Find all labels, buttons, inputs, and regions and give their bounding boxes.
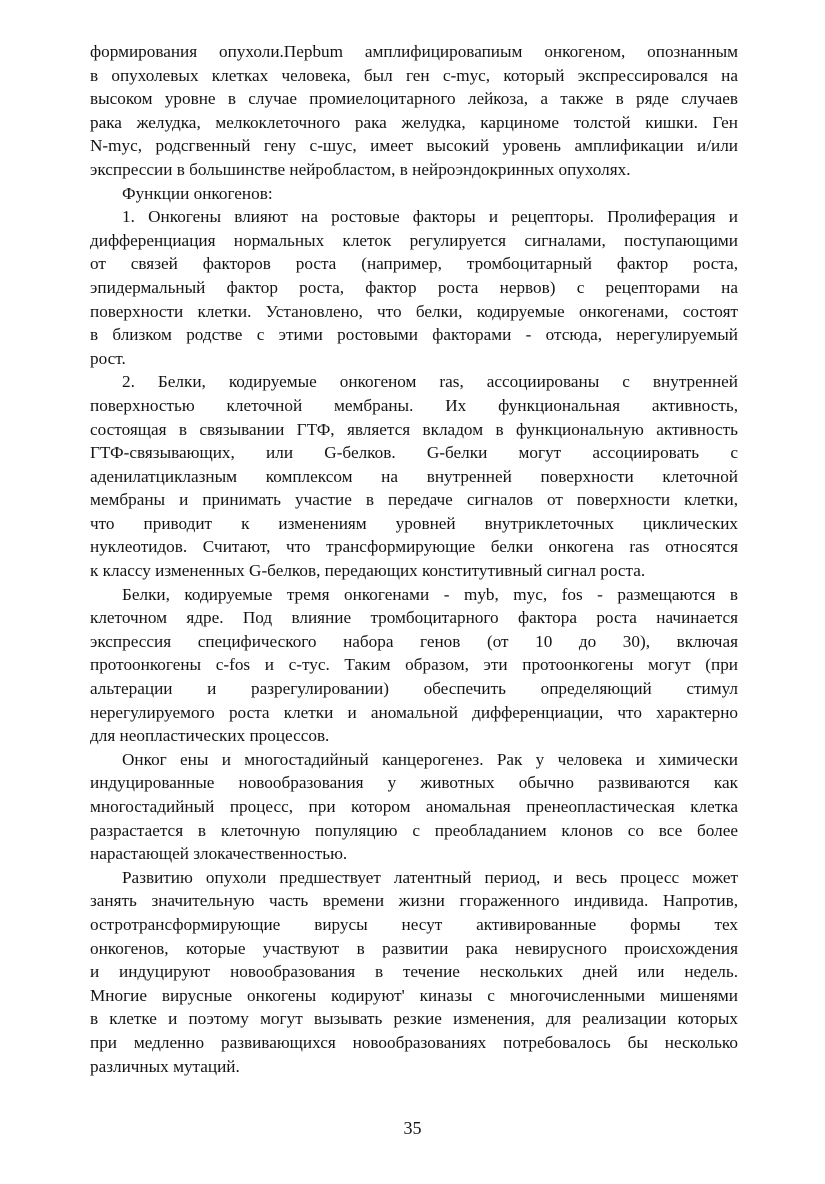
text-line: в близком родстве с этими ростовыми факторами - отсюда, нерегулируемый xyxy=(90,325,738,345)
text-line: онкогенов, которые участвуют в развитии рака невирусного происхождения xyxy=(90,938,738,958)
page-number: 35 xyxy=(403,1118,422,1138)
text-line: N-myc, родсгвенный гену c-шус, имеет высокий уровень амплификации и/или xyxy=(90,136,738,156)
text-line: протоонкогены c-fos и c-тус. Таким образом, эти протоонкогены могут (при xyxy=(90,655,738,675)
text-line: поверхности клетки. Установлено, что белки, кодируемые онкогенами, состоят xyxy=(90,301,738,321)
text-line: эпидермальный фактор роста, фактор роста нервов) с рецепторами на xyxy=(90,277,738,297)
text-line: состоящая в связывании ГТФ, является вкладом в функциональную активность xyxy=(90,419,738,439)
text-line: занять значительную часть времени жизни ггораженного индивида. Напротив, xyxy=(90,891,738,911)
text-line: Белки, кодируемые тремя онкогенами - myb, myc, fos - размещаются в xyxy=(122,584,738,604)
text-line: различных мутаций. xyxy=(90,1056,240,1076)
text-line: мембраны и принимать участие в передаче сигналов от поверхности клетки, xyxy=(90,490,738,510)
text-line: Развитию опухоли предшествует латентный период, и весь процесс может xyxy=(122,867,738,887)
text-line: нерегулируемого роста клетки и аномальной дифференциации, что характерно xyxy=(90,702,738,722)
text-line: 2. Белки, кодируемые онкогеном ras, ассоциированы с внутренней xyxy=(122,372,738,392)
text-line: Многие вирусные онкогены кодируют' киназы с многочисленными мишенями xyxy=(90,985,738,1005)
text-line: в клетке и поэтому могут вызывать резкие изменения, для реализации которых xyxy=(90,1009,738,1029)
text-line: высоком уровне в случае промиелоцитарного лейкоза, а также в ряде случаев xyxy=(90,89,738,109)
text-line: многостадийный процесс, при котором аномальная пренеопластическая клетка xyxy=(90,797,738,816)
text-line: 1. Онкогены влияют на ростовые факторы и рецепторы. Пролиферация и xyxy=(122,207,738,227)
text-line: ГТФ-связывающих, или G-белков. G-белки могут ассоциировать с xyxy=(90,443,738,463)
text-line: Онког ены и многостадийный канцерогенез. Рак у человека и химически xyxy=(122,749,738,769)
text-line: дифференциация нормальных клеток регулируется сигналами, поступающими xyxy=(90,230,738,250)
text-line: рака желудка, мелкоклеточного рака желудка, карциноме толстой кишки. Ген xyxy=(90,112,738,132)
text-line: разрастается в клеточную популяцию с преобладанием клонов со все более xyxy=(90,820,738,840)
text-line: клеточном ядре. Под влияние тромбоцитарного фактора роста начинается xyxy=(90,608,738,628)
text-line: к классу измененных G-белков, передающих конститутивный сигнал роста. xyxy=(90,561,646,581)
text-line: что приводит к изменениям уровней внутриклеточных циклических xyxy=(90,513,738,533)
text-line: нуклеотидов. Считают, что трансформирующие белки онкогена ras относятся xyxy=(90,537,738,557)
text-line: для неопластических процессов. xyxy=(90,726,330,746)
text-line: и индуцируют новообразования в течение нескольких дней или недель. xyxy=(90,962,738,982)
text-line: экспрессия специфического набора генов (от 10 до 30), включая xyxy=(90,631,738,651)
text-line: экспрессии в большинстве нейробластом, в нейроэндокринных опухолях. xyxy=(90,159,631,179)
text-line: при медленно развивающихся новообразованиях потребовалось бы несколько xyxy=(90,1032,738,1052)
text-line: в опухолевых клетках человека, был ген c-myc, который экспрессировался на xyxy=(90,65,738,85)
text-line: альтерации и разрегулировании) обеспечить определяющий стимул xyxy=(90,679,738,699)
text-line: поверхностью клеточной мембраны. Их функциональная активность, xyxy=(90,395,738,415)
text-line: рост. xyxy=(90,348,126,368)
section-heading: Функции онкогенов: xyxy=(122,183,273,203)
text-line: от связей факторов роста (например, тромбоцитарный фактор роста, xyxy=(90,254,738,274)
body-text xyxy=(90,40,738,1078)
text-line: остротрансформирующие вирусы несут активированные формы тех xyxy=(90,914,738,934)
text-line: нарастающей злокачественностью. xyxy=(90,844,348,864)
text-line: аденилатциклазным комплексом на внутренней поверхности клеточной xyxy=(90,466,738,486)
text-line: индуцированные новообразования у животных обычно развиваются как xyxy=(90,773,738,793)
text-line: формирования опухоли.Перbum амплифицировапиым онкогеном, опознанным xyxy=(90,42,738,61)
